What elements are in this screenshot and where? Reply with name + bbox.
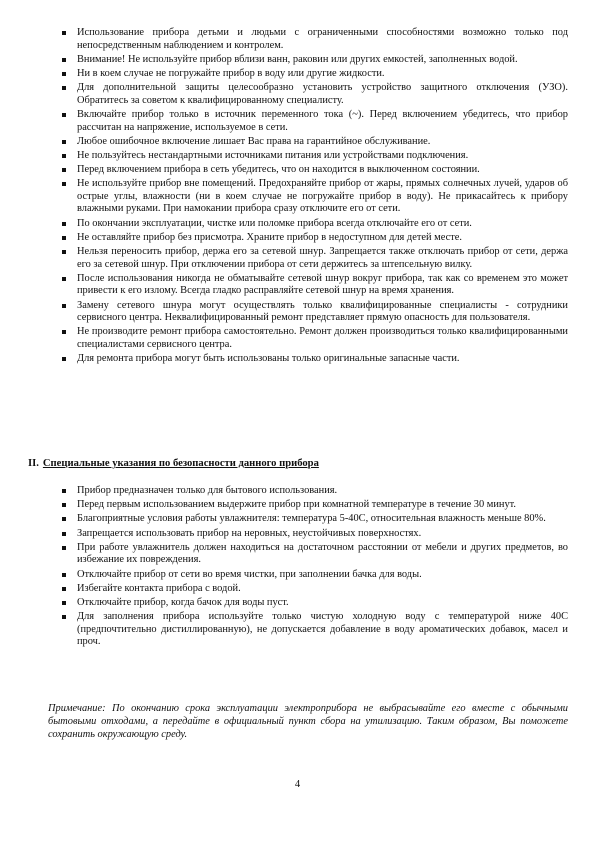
list-item xyxy=(60,68,568,81)
list-item-text: Не оставляйте прибор без присмотра. Храните прибор в недоступном для детей месте. xyxy=(77,231,462,243)
bullet-icon xyxy=(62,72,66,76)
list-item xyxy=(60,513,568,526)
list-item xyxy=(60,583,568,596)
list-item-text: Перед первым использованием выдержите прибор при комнатной температуре в течение 30 минут. xyxy=(77,499,517,511)
bullet-icon xyxy=(62,58,66,62)
list-item-text: Прибор предназначен только для бытового использования. xyxy=(77,485,338,496)
section-heading xyxy=(28,458,319,469)
list-item-text: Благоприятные условия работы увлажнителя: температура 5-40С, относительная влажность меньше 80%. xyxy=(77,513,546,525)
list-item xyxy=(60,54,568,67)
list-item xyxy=(60,300,568,325)
list-item xyxy=(60,82,568,107)
list-item xyxy=(60,569,568,582)
bullet-icon xyxy=(62,587,66,591)
list-item-text: Для дополнительной защиты целесообразно установить устройство защитного отключения (УЗО). Обратитесь за советом к квалифицированному специалисту. xyxy=(77,82,568,106)
list-item xyxy=(60,150,568,163)
bullet-icon xyxy=(62,532,66,536)
bullet-icon xyxy=(62,517,66,521)
bullet-icon xyxy=(62,168,66,172)
bullet-icon xyxy=(62,86,66,90)
list-item-text: Перед включением прибора в сеть убедитесь, что он находится в выключенном состоянии. xyxy=(77,164,480,176)
bullet-icon xyxy=(62,113,66,117)
list-item-text: При работе увлажнитель должен находиться на достаточном расстоянии от мебели и других предметов, во избежание их повреждения. xyxy=(77,541,568,566)
list-item xyxy=(60,353,568,366)
bullet-icon xyxy=(62,250,66,254)
page-number: 4 xyxy=(294,779,301,790)
list-item xyxy=(60,611,568,649)
bullet-icon xyxy=(62,601,66,605)
bullet-icon xyxy=(62,277,66,281)
list-item-text: Любое ошибочное включение лишает Вас права на гарантийное обслуживание. xyxy=(77,135,431,147)
list-item xyxy=(60,542,568,567)
list-item xyxy=(60,528,568,541)
safety-list-specific xyxy=(60,485,568,650)
list-item xyxy=(60,597,568,610)
bullet-icon xyxy=(62,140,66,144)
list-item xyxy=(60,485,568,498)
list-item-text: Не производите ремонт прибора самостоятельно. Ремонт должен производиться только квалифицированными специалистами сервисного центра. xyxy=(77,326,568,350)
list-item-text: Для ремонта прибора могут быть использованы только оригинальные запасные части. xyxy=(77,353,460,365)
bullet-icon xyxy=(62,304,66,308)
bullet-icon xyxy=(62,330,66,334)
bullet-icon xyxy=(62,357,66,361)
safety-list-general xyxy=(60,27,568,367)
bullet-icon xyxy=(62,182,66,186)
list-item xyxy=(60,218,568,231)
bullet-icon xyxy=(62,546,66,550)
list-item-text: Не используйте прибор вне помещений. Предохраняйте прибор от жары, прямых солнечных лучей, ударов об острые углы, влажности (ни в коем случае не погружайте прибор в воду). Не прикасайтесь к прибору влажными руками. При намокании прибора сразу отключите его от сети. xyxy=(77,178,568,215)
list-item-text: Включайте прибор только в источник переменного тока (~). Перед включением убедитесь, что прибор рассчитан на напряжение, используемое в сети. xyxy=(77,108,568,133)
list-item xyxy=(60,232,568,245)
list-item-text: По окончании эксплуатации, чистке или поломке прибора всегда отключайте его от сети. xyxy=(77,217,472,229)
list-item xyxy=(60,273,568,298)
list-item-text: Отключайте прибор, когда бачок для воды пуст. xyxy=(77,596,289,608)
list-item xyxy=(60,109,568,134)
bullet-icon xyxy=(62,573,66,577)
list-item-text: Ни в коем случае не погружайте прибор в воду или другие жидкости. xyxy=(77,67,385,79)
list-item-text: Внимание! Не используйте прибор вблизи ванн, раковин или других емкостей, заполненных водой. xyxy=(77,53,518,65)
list-item-text: Замену сетевого шнура могут осуществлять только квалифицированные специалисты - сотрудники сервисного центра. Неквалифицированный ремонт представляет прямую опасность для пользователя. xyxy=(77,299,568,324)
list-item xyxy=(60,326,568,351)
list-item-text: Отключайте прибор от сети во время чистки, при заполнении бачка для воды. xyxy=(77,568,422,580)
disposal-note: Примечание: По окончанию срока эксплуатации электроприбора не выбрасывайте его вместе с обычными бытовыми отходами, а передайте в официальный пункт сбора на утилизацию. Таким образом, Вы поможете сохранить окружающую среду. xyxy=(48,703,568,741)
bullet-icon xyxy=(62,236,66,240)
section-number: II. xyxy=(28,458,39,469)
list-item-text: После использования никогда не обматывайте сетевой шнур вокруг прибора, так как со временем это может привести к его излому. Всегда гладко расправляйте сетевой шнур на время хранения. xyxy=(77,272,568,297)
list-item-text: Нельзя переносить прибор, держа его за сетевой шнур. Запрещается также отключать прибор от сети, держа его за сетевой шнур. При отключении прибора от сети держитесь за штепсельную вилку. xyxy=(77,246,568,270)
list-item xyxy=(60,499,568,512)
bullet-icon xyxy=(62,154,66,158)
bullet-icon xyxy=(62,31,66,35)
list-item xyxy=(60,178,568,216)
bullet-icon xyxy=(62,615,66,619)
list-item xyxy=(60,136,568,149)
bullet-icon xyxy=(62,503,66,507)
list-item-text: Использование прибора детьми и людьми с ограниченными способностями возможно только под непосредственным наблюдением и контролем. xyxy=(77,27,568,51)
list-item xyxy=(60,164,568,177)
list-item-text: Для заполнения прибора используйте только чистую холодную воду с температурой ниже 40С (предпочтительно дистиллированную), не допускается добавление в воду ароматических добавок, масел и проч. xyxy=(77,611,568,648)
section-title: Специальные указания по безопасности данного прибора xyxy=(42,458,319,469)
list-item-text: Запрещается использовать прибор на неровных, неустойчивых поверхностях. xyxy=(77,527,422,539)
list-item xyxy=(60,27,568,52)
bullet-icon xyxy=(62,489,66,493)
bullet-icon xyxy=(62,222,66,226)
list-item-text: Не пользуйтесь нестандартными источниками питания или устройствами подключения. xyxy=(77,149,469,161)
list-item xyxy=(60,246,568,271)
list-item-text: Избегайте контакта прибора с водой. xyxy=(77,582,241,594)
